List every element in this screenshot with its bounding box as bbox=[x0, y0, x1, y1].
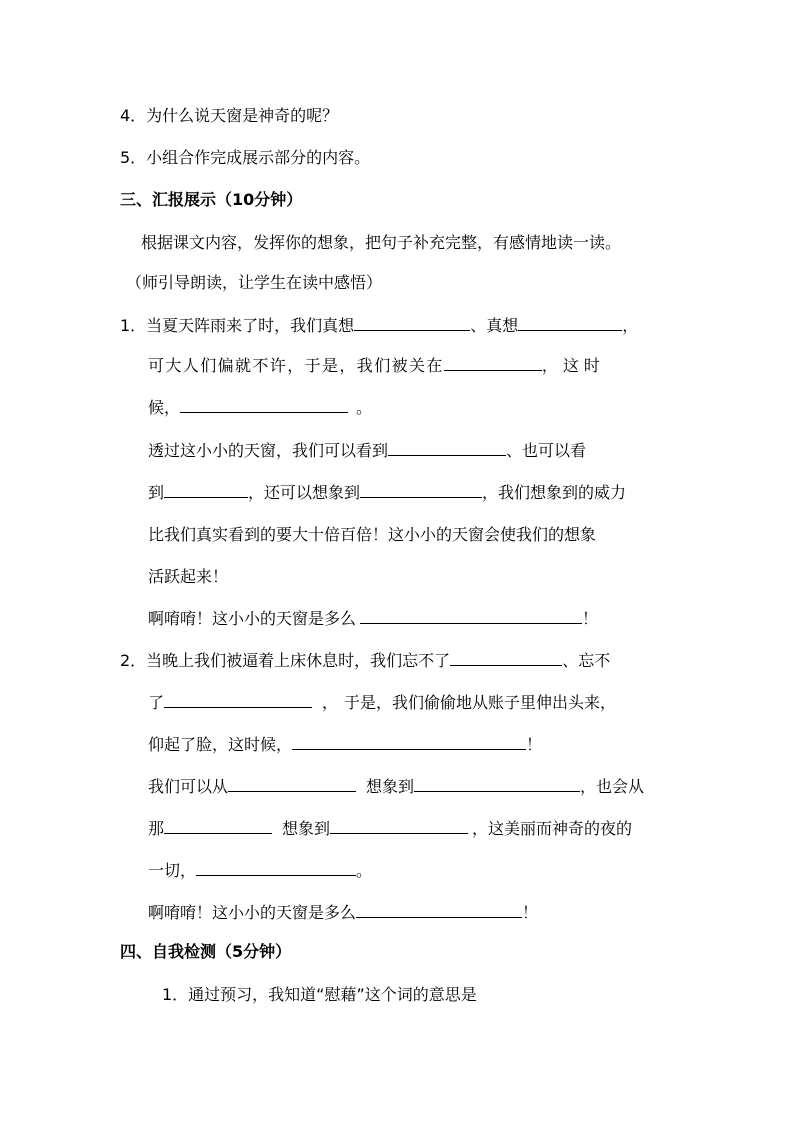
item-1-line-1-text-b: 、真想 bbox=[470, 316, 519, 335]
item-2-line-2 bbox=[148, 693, 616, 713]
item-1-line-8 bbox=[148, 609, 598, 629]
fill-blank[interactable] bbox=[450, 651, 562, 666]
fill-blank[interactable] bbox=[228, 777, 356, 792]
fill-blank[interactable] bbox=[164, 483, 248, 498]
fill-blank[interactable] bbox=[360, 609, 582, 624]
item-2-line-3-text-b: ！ bbox=[526, 735, 543, 754]
section-3-note: （师引导朗读，让学生在读中感悟） bbox=[126, 273, 383, 292]
item-2-line-1 bbox=[120, 651, 610, 671]
item-1-line-5 bbox=[148, 483, 626, 503]
fill-blank[interactable] bbox=[292, 735, 526, 750]
item-2-line-6-text-b: 。 bbox=[356, 861, 373, 880]
item-2-line-5-text-a: 那 bbox=[148, 819, 165, 838]
item-2-line-7-text-b: ！ bbox=[522, 903, 539, 922]
item-2-line-3 bbox=[148, 735, 542, 755]
item-1-line-6: 比我们真实看到的要大十倍百倍！这小小的天窗会使我们的想象 bbox=[148, 525, 597, 544]
item-2-line-4-text-c: ，也会从 bbox=[580, 777, 645, 796]
item-2-line-6 bbox=[148, 861, 372, 881]
item-2-line-7 bbox=[148, 903, 538, 923]
item-2-line-3-text-a: 仰起了脸，这时候， bbox=[148, 735, 293, 754]
fill-blank[interactable] bbox=[196, 861, 356, 876]
section-3-intro: 根据课文内容，发挥你的想象，把句子补充完整，有感情地读一读。 bbox=[141, 233, 622, 252]
item-1-line-5-text-b: ，还可以想象到 bbox=[248, 483, 361, 502]
fill-blank[interactable] bbox=[360, 483, 482, 498]
item-2-line-1-text-b: 、忘不 bbox=[562, 651, 611, 670]
item-2-line-4 bbox=[148, 777, 644, 797]
fill-blank[interactable] bbox=[164, 819, 272, 834]
item-1-line-1-text-a: 1．当夏天阵雨来了时，我们真想 bbox=[120, 316, 355, 335]
item-2-line-6-text-a: 一切， bbox=[148, 861, 197, 880]
fill-blank[interactable] bbox=[518, 316, 622, 331]
item-1-line-2 bbox=[148, 356, 605, 376]
question-5-text: 5．小组合作完成展示部分的内容。 bbox=[120, 148, 371, 167]
item-2-line-5-text-b: 想象到 bbox=[282, 819, 331, 838]
item-1-line-5-text-c: ，我们想象到的威力 bbox=[482, 483, 627, 502]
item-1-line-3-text-a: 候， bbox=[148, 398, 181, 417]
item-2-line-4-text-a: 我们可以从 bbox=[148, 777, 229, 796]
item-1-line-8-text-b: ！ bbox=[582, 609, 599, 628]
item-1-line-4-text-a: 透过这小小的天窗，我们可以看到 bbox=[148, 441, 389, 460]
item-2-line-5 bbox=[148, 819, 632, 839]
item-1-line-1-text-c: ， bbox=[622, 316, 639, 335]
question-4-text: 4．为什么说天窗是神奇的呢？ bbox=[120, 106, 339, 125]
item-1-line-2-text-a: 可大人们偏就不许，于是，我们被关在 bbox=[148, 356, 444, 375]
fill-blank[interactable] bbox=[356, 903, 522, 918]
section-4-question-1: 1．通过预习，我知道“慰藉”这个词的意思是 bbox=[162, 985, 477, 1004]
fill-blank[interactable] bbox=[388, 441, 506, 456]
fill-blank[interactable] bbox=[164, 693, 312, 708]
item-2-line-2-text-c: 于是，我们偷偷地从账子里伸出头来， bbox=[344, 693, 617, 712]
question-5 bbox=[120, 148, 370, 168]
section-4-heading: 四、自我检测（5分钟） bbox=[120, 942, 292, 961]
item-2-line-2-text-a: 了 bbox=[148, 693, 165, 712]
item-2-line-2-text-b: ， bbox=[322, 693, 339, 712]
section-3-heading: 三、汇报展示（10分钟） bbox=[120, 190, 303, 209]
item-1-line-4 bbox=[148, 441, 586, 461]
item-1-line-3 bbox=[148, 398, 372, 418]
item-1-line-8-text-a: 啊唷唷！这小小的天窗是多么 bbox=[148, 609, 357, 628]
item-2-line-4-text-b: 想象到 bbox=[366, 777, 415, 796]
fill-blank[interactable] bbox=[330, 819, 468, 834]
item-2-line-7-text-a: 啊唷唷！这小小的天窗是多么 bbox=[148, 903, 357, 922]
item-1-line-3-text-b: 。 bbox=[356, 398, 373, 417]
fill-blank[interactable] bbox=[444, 356, 542, 371]
item-2-line-5-text-c: ，这美丽而神奇的夜的 bbox=[472, 819, 633, 838]
fill-blank[interactable] bbox=[354, 316, 470, 331]
item-1-line-4-text-b: 、也可以看 bbox=[506, 441, 587, 460]
item-1-line-7: 活跃起来！ bbox=[148, 567, 229, 586]
fill-blank[interactable] bbox=[180, 398, 348, 413]
item-1-line-1 bbox=[120, 316, 638, 336]
item-2-line-1-text-a: 2．当晚上我们被逼着上床休息时，我们忘不了 bbox=[120, 651, 451, 670]
item-1-line-2-text-b: ，这时 bbox=[541, 356, 605, 375]
item-1-line-5-text-a: 到 bbox=[148, 483, 165, 502]
fill-blank[interactable] bbox=[414, 777, 580, 792]
question-4 bbox=[120, 106, 338, 126]
